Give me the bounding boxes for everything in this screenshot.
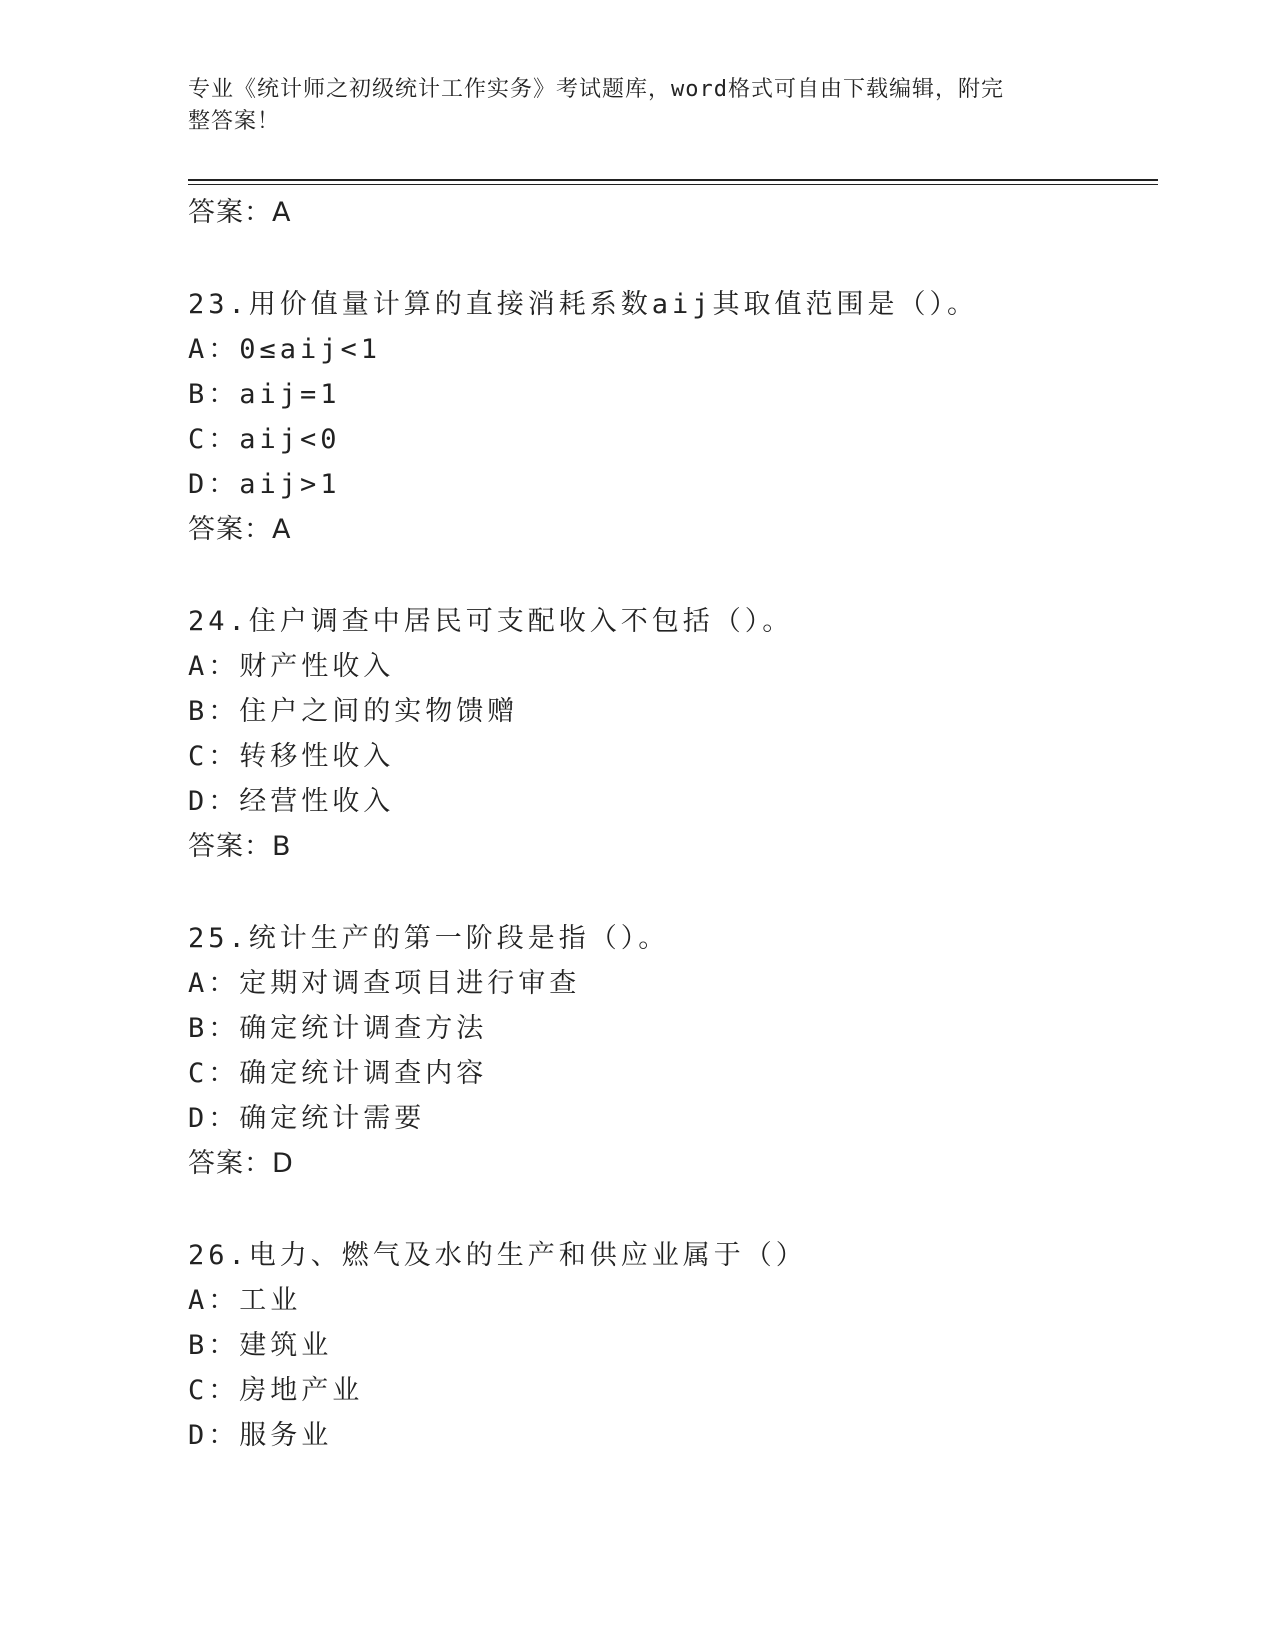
question-text: 23.用价值量计算的直接消耗系数aij其取值范围是（）。 [188, 289, 979, 320]
question-text: 24.住户调查中居民可支配收入不包括（）。 [188, 606, 794, 637]
header-divider-thin [188, 184, 1158, 185]
spacer [188, 553, 1148, 599]
spacer [188, 1187, 1148, 1233]
option-c: C：房地产业 [188, 1375, 364, 1406]
option-b: B：确定统计调查方法 [188, 1013, 488, 1044]
question-text: 26.电力、燃气及水的生产和供应业属于（） [188, 1240, 807, 1271]
document-header [188, 74, 1088, 138]
answer-label: 答案：D [188, 1148, 294, 1179]
question-block [188, 1233, 1148, 1458]
question-text: 25.统计生产的第一阶段是指（）。 [188, 923, 670, 954]
header-line-2: 整答案！ [188, 109, 281, 134]
spacer [188, 236, 1148, 282]
question-block [188, 282, 1148, 553]
option-a: A：定期对调查项目进行审查 [188, 968, 581, 999]
option-a: A：财产性收入 [188, 651, 395, 682]
option-b: B：建筑业 [188, 1330, 333, 1361]
question-list [188, 190, 1148, 1458]
option-d: D：服务业 [188, 1420, 333, 1451]
answer-label: 答案：A [188, 514, 292, 545]
option-c: C：确定统计调查内容 [188, 1058, 488, 1089]
option-b: B：住户之间的实物馈赠 [188, 696, 519, 727]
answer-label: 答案：B [188, 831, 292, 862]
answer-label: 答案：A [188, 197, 292, 228]
header-divider-thick [188, 179, 1158, 181]
option-d: D：确定统计需要 [188, 1103, 426, 1134]
option-d: D：经营性收入 [188, 786, 395, 817]
option-d: D：aij>1 [188, 469, 341, 500]
option-b: B：aij=1 [188, 379, 341, 410]
option-c: C：转移性收入 [188, 741, 395, 772]
spacer [188, 870, 1148, 916]
option-a: A：0≤aij<1 [188, 334, 382, 365]
option-a: A：工业 [188, 1285, 302, 1316]
question-block [188, 916, 1148, 1187]
question-block [188, 599, 1148, 870]
option-c: C：aij<0 [188, 424, 341, 455]
header-line-1: 专业《统计师之初级统计工作实务》考试题库，word格式可自由下载编辑，附完 [188, 77, 1004, 102]
